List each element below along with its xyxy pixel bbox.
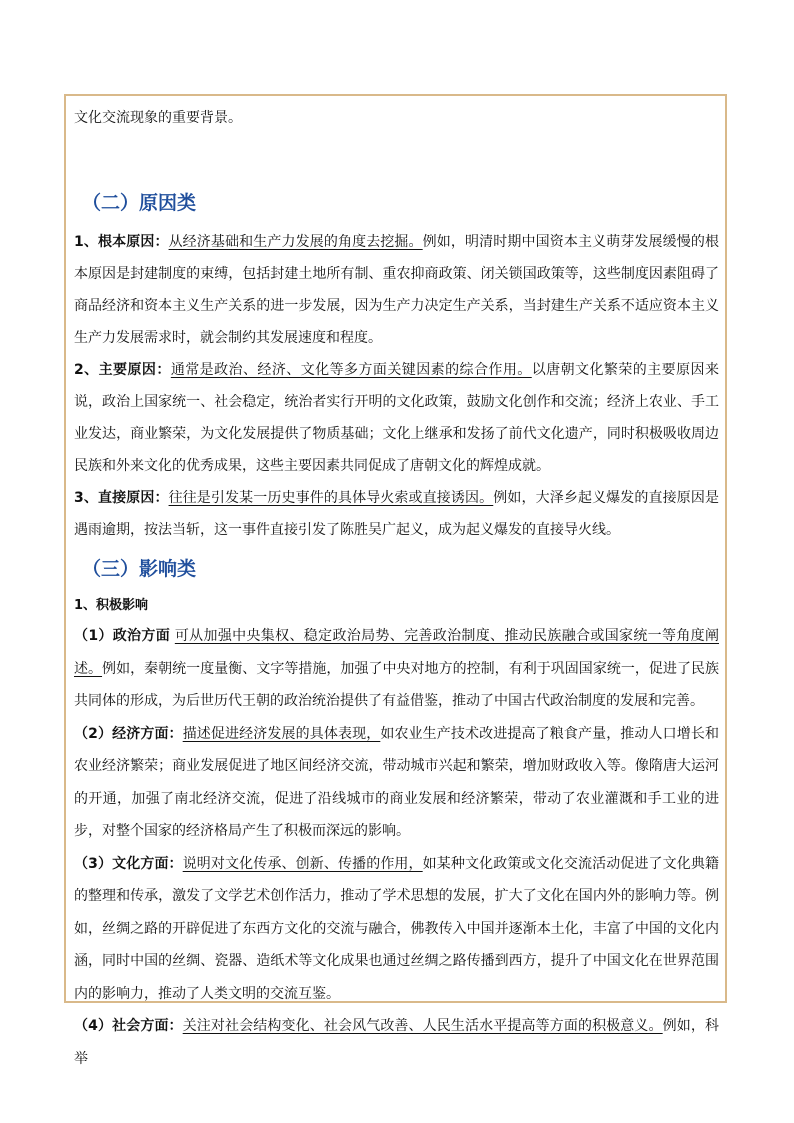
impact-label: （4）社会方面： <box>74 1018 183 1034</box>
impact-label: （2）经济方面： <box>74 725 183 742</box>
impact-item-economy <box>74 718 719 848</box>
impact-detail: 例如，秦朝统一度量衡、文字等措施，加强了中央对地方的控制，有利于巩固国家统一，促进了民族共同体的形成，为后世历代王朝的政治统治提供了有益借鉴，推动了中国古代政治制度的发展和完善。 <box>74 660 719 709</box>
cause-detail: 以唐朝文化繁荣的主要原因来说，政治上国家统一、社会稳定，统治者实行开明的文化政策，鼓励文化创作和交流；经济上农业、手工业发达，商业繁荣，为文化发展提供了物质基础；文化上继承和发扬了前代文化遗产，同时积极吸收周边民族和外来文化的优秀成果，这些主要因素共同促成了唐朝文化的辉煌成就。 <box>74 362 719 474</box>
impact-key-point: 描述促进经济发展的具体表现， <box>182 725 381 742</box>
cause-key-point: 通常是政治、经济、文化等多方面关键因素的综合作用。 <box>170 362 532 378</box>
cause-detail: 例如，大泽乡起义爆发的直接原因是遇雨逾期，按法当斩，这一事件直接引发了陈胜吴广起义，成为起义爆发的直接导火线。 <box>74 490 719 538</box>
impact-label: （3）文化方面： <box>74 855 183 872</box>
cause-item-main <box>74 354 719 482</box>
cause-label: 2、主要原因： <box>74 362 171 378</box>
impact-key-point: 可从加强中央集权、稳定政治局势、完善政治制度、推动民族融合或国家统一等角度阐述。 <box>74 628 719 677</box>
cause-item-direct <box>74 482 719 546</box>
cause-detail: 例如，明清时期中国资本主义萌芽发展缓慢的根本原因是封建制度的束缚，包括封建土地所有制、重农抑商政策、闭关锁国政策等，这些制度因素阻碍了商品经济和资本主义生产关系的进一步发展，因为生产力决定生产关系，当封建生产关系不适应资本主义生产力发展需求时，就会制约其发展速度和程度。 <box>74 234 720 346</box>
impact-key-point: 关注对社会结构变化、社会风气改善、人民生活水平提高等方面的积极意义。 <box>182 1018 663 1034</box>
content-frame <box>64 94 727 1067</box>
cause-item-root <box>74 226 719 354</box>
impact-detail: 如农业生产技术改进提高了粮食产量，推动人口增长和农业经济繁荣；商业发展促进了地区间经济交流，带动城市兴起和繁荣，增加财政收入等。像隋唐大运河的开通，加强了南北经济交流，促进了沿线城市的商业发展和经济繁荣，带动了农业灌溉和手工业的进步，对整个国家的经济格局产生了积极而深远的影响。 <box>74 725 720 839</box>
impact-label: （1）政治方面 <box>74 628 171 644</box>
impact-subtitle: 1、积极影响 <box>74 598 149 613</box>
impact-detail: 如某种文化政策或文化交流活动促进了文化典籍的整理和传承，激发了文学艺术创作活力，推动了学术思想的发展，扩大了文化在国内外的影响力等。例如，丝绸之路的开辟促进了东西方文化的交流与融合，佛教传入中国并逐渐本土化，丰富了中国的文化内涵，同时中国的丝绸、瓷器、造纸术等文化成果也通过丝绸之路传播到西方，提升了中国文化在世界范围内的影响力，推动了人类文明的交流互鉴。 <box>74 855 720 1002</box>
content-body <box>74 102 719 1075</box>
impact-item-society <box>74 1010 719 1075</box>
cause-label: 1、根本原因： <box>74 234 169 250</box>
section-title-cause: （二）原因类 <box>82 192 197 214</box>
cause-label: 3、直接原因： <box>74 490 169 506</box>
cause-key-point: 往往是引发某一历史事件的具体导火索或直接诱因。 <box>168 490 494 506</box>
cause-key-point: 从经济基础和生产力发展的角度去挖掘。 <box>168 234 423 250</box>
impact-item-culture <box>74 848 719 1011</box>
section-title-impact: （三）影响类 <box>82 558 197 580</box>
intro-tail: 文化交流现象的重要背景。 <box>74 110 242 126</box>
impact-key-point: 说明对文化传承、创新、传播的作用， <box>182 855 423 872</box>
impact-detail: 例如，科举 <box>74 1018 720 1067</box>
impact-item-politics <box>74 620 719 718</box>
